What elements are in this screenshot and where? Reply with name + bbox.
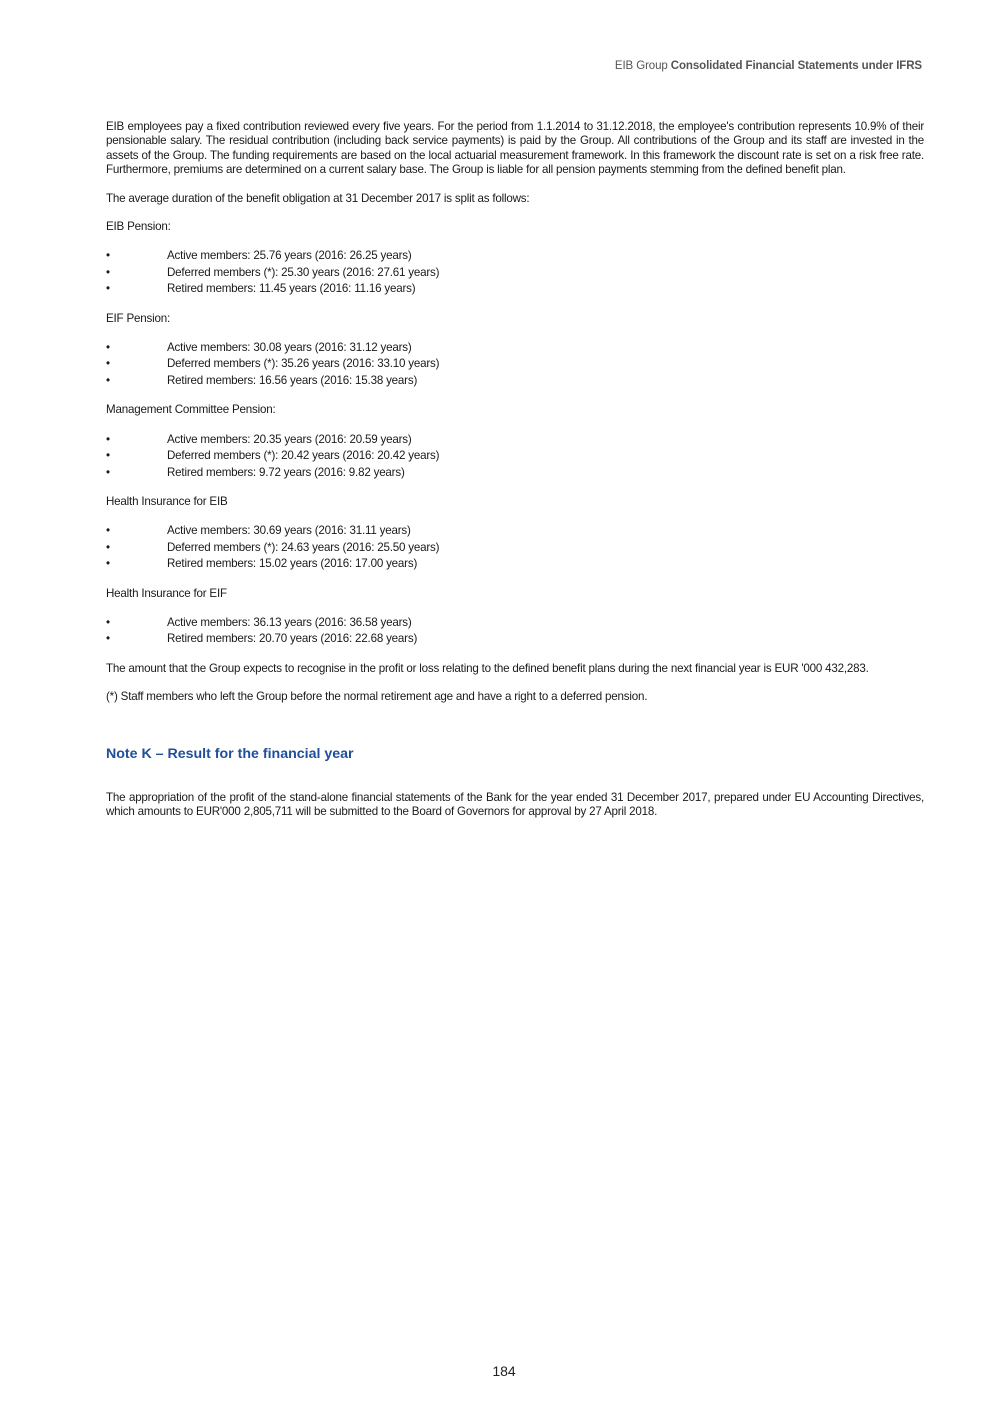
group-label: EIB Pension: <box>106 220 171 234</box>
bullet-icon: • <box>106 632 110 646</box>
bullet-list <box>106 615 924 648</box>
group-label: Management Committee Pension: <box>106 403 276 417</box>
bullet-icon: • <box>106 524 110 538</box>
list-item <box>106 540 924 556</box>
bullet-icon: • <box>106 373 110 387</box>
list-item <box>106 556 924 572</box>
bullet-icon: • <box>106 432 110 446</box>
bullet-icon: • <box>106 557 110 571</box>
list-item <box>106 265 924 281</box>
bullet-icon: • <box>106 540 110 554</box>
list-item <box>106 615 924 631</box>
list-item <box>106 465 924 481</box>
list-item-text: Deferred members (*): 25.30 years (2016: 27.61 years) <box>167 265 440 279</box>
list-item-text: Retired members: 16.56 years (2016: 15.38 years) <box>167 373 418 387</box>
list-item-text: Deferred members (*): 24.63 years (2016: 25.50 years) <box>167 540 440 554</box>
bullet-list <box>106 523 924 572</box>
list-item-text: Active members: 30.08 years (2016: 31.12 years) <box>167 341 412 355</box>
bullet-list <box>106 340 924 389</box>
page-number: 184 <box>492 1363 516 1379</box>
list-item <box>106 448 924 464</box>
note-k-paragraph: The appropriation of the profit of the stand-alone financial statements of the Bank for the year ended 31 December 2017, prepared under EU Accounting Directives, which amounts to EUR'000 2,805,711 will be submitted to the Board of Governors for approval by 27 April 2018. <box>106 790 924 819</box>
list-item-text: Retired members: 11.45 years (2016: 11.16 years) <box>167 282 416 296</box>
intro-paragraph: EIB employees pay a fixed contribution reviewed every five years. For the period from 1.1.2014 to 31.12.2018, the employee's contribution represents 10.9% of their pensionable salary. The residual contribution (including back service payments) is paid by the Group. All contributions of the Group and its staff are invested in the assets of the Group. The funding requirements are based on the local actuarial measurement framework. In this framework the discount rate is set on a risk free rate. Furthermore, premiums are determined on a current salary base. The Group is liable for all pension payments stemming from the defined benefit plan. <box>106 120 924 177</box>
list-item <box>106 373 924 389</box>
list-item-text: Active members: 25.76 years (2016: 26.25 years) <box>167 249 412 263</box>
header-title: Consolidated Financial Statements under IFRS <box>670 60 922 72</box>
list-item <box>106 356 924 372</box>
header-prefix: EIB Group <box>614 60 668 72</box>
list-item-text: Active members: 30.69 years (2016: 31.11 years) <box>167 524 411 538</box>
bullet-icon: • <box>106 449 110 463</box>
list-item <box>106 281 924 297</box>
bullet-icon: • <box>106 265 110 279</box>
group-eib-pension <box>106 220 924 298</box>
group-health-insurance-eif <box>106 587 924 648</box>
list-item <box>106 248 924 264</box>
group-label: EIF Pension: <box>106 311 170 325</box>
list-item-text: Active members: 20.35 years (2016: 20.59 years) <box>167 432 412 446</box>
bullet-icon: • <box>106 357 110 371</box>
group-management-committee-pension <box>106 403 924 481</box>
bullet-list <box>106 248 924 297</box>
list-item-text: Retired members: 15.02 years (2016: 17.00 years) <box>167 557 418 571</box>
bullet-list <box>106 432 924 481</box>
group-label: Health Insurance for EIF <box>106 586 227 600</box>
expected-amount-paragraph: The amount that the Group expects to recognise in the profit or loss relating to the defined benefit plans during the next financial year is EUR '000 432,283. <box>106 661 869 675</box>
running-header <box>615 60 922 72</box>
list-item <box>106 432 924 448</box>
group-label: Health Insurance for EIB <box>106 494 228 508</box>
bullet-icon: • <box>106 282 110 296</box>
group-eif-pension <box>106 312 924 390</box>
bullet-icon: • <box>106 615 110 629</box>
list-item-text: Retired members: 20.70 years (2016: 22.68 years) <box>167 632 418 646</box>
group-health-insurance-eib <box>106 495 924 573</box>
bullet-icon: • <box>106 465 110 479</box>
bullet-icon: • <box>106 341 110 355</box>
list-item <box>106 523 924 539</box>
list-item-text: Deferred members (*): 20.42 years (2016: 20.42 years) <box>167 449 440 463</box>
list-item <box>106 340 924 356</box>
list-item-text: Active members: 36.13 years (2016: 36.58 years) <box>167 615 412 629</box>
footnote: (*) Staff members who left the Group before the normal retirement age and have a right to a deferred pension. <box>106 690 648 704</box>
list-item <box>106 631 924 647</box>
bullet-icon: • <box>106 249 110 263</box>
page-content <box>106 120 924 834</box>
list-item-text: Retired members: 9.72 years (2016: 9.82 years) <box>167 465 405 479</box>
duration-intro: The average duration of the benefit obligation at 31 December 2017 is split as follows: <box>106 191 530 205</box>
note-k-heading: Note K – Result for the financial year <box>106 745 354 762</box>
list-item-text: Deferred members (*): 35.26 years (2016: 33.10 years) <box>167 357 440 371</box>
